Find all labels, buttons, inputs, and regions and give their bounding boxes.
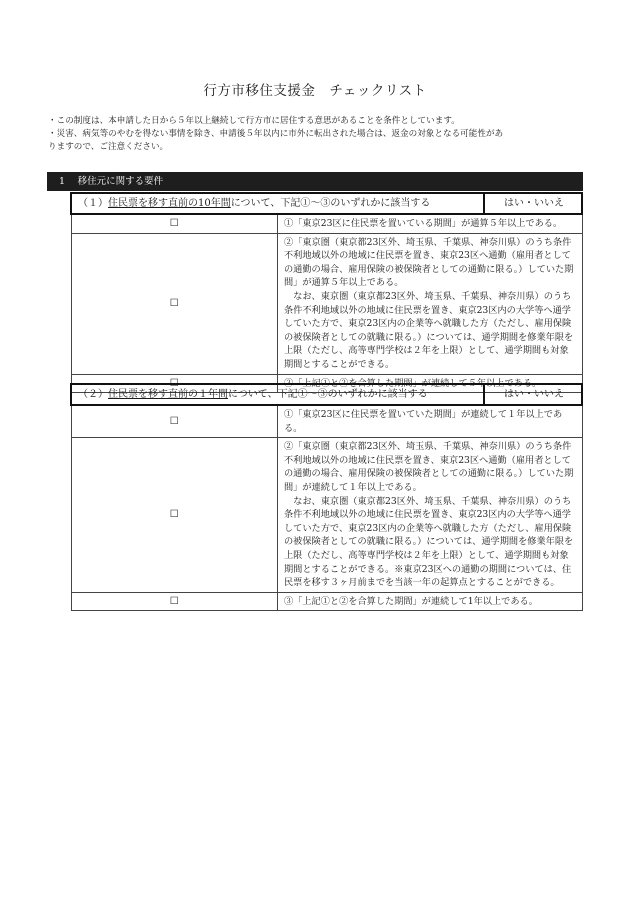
checklist-item (71, 214, 582, 233)
item-text: ③「上記①と②を合算した期間」が連続して1年以上である。 (278, 592, 583, 611)
question-period: 住民票を移す直前の10年間 (108, 198, 231, 209)
answer-yes-no[interactable]: はい・いいえ (484, 384, 582, 405)
question-row (71, 384, 582, 405)
checklist-item (71, 405, 582, 438)
question-row (71, 193, 582, 214)
item-text: ③「上記①と②を合算した期間」が連続して５年以上である。 (278, 374, 583, 393)
checkbox[interactable]: ☐ (71, 233, 278, 374)
checkbox[interactable]: ☐ (71, 438, 278, 593)
checkbox[interactable]: ☐ (71, 374, 278, 393)
notes (48, 115, 578, 154)
question-text: （２）住民票を移す直前の１年間について、下記①〜③のいずれかに該当する (71, 384, 484, 405)
checklist-item (71, 233, 582, 374)
checkbox[interactable]: ☐ (71, 405, 278, 438)
section-number: 1 (59, 176, 66, 187)
checklist-group-2 (70, 383, 583, 611)
item-text: ①「東京23区に住民票を置いていた期間」が連続して１年以上である。 (278, 405, 583, 438)
page-title: 行方市移住支援金 チェックリスト (203, 83, 427, 99)
checklist-item (71, 438, 582, 593)
item-paragraph: ②「東京圏（東京都23区外、埼玉県、千葉県、神奈川県）のうち条件不利地域以外の地域に住民票を置き、東京23区へ通勤（雇用者としての通勤の場合、雇用保険の被保険者としての通勤に限る。）していた期間」が連続して１年以上である。 (284, 441, 574, 493)
section-label: 移住元に関する要件 (77, 176, 164, 187)
section-header (47, 172, 583, 191)
checkbox[interactable]: ☐ (71, 592, 278, 611)
item-text (278, 438, 583, 593)
question-period: 住民票を移す直前の１年間 (108, 389, 228, 400)
question-text: （１）住民票を移す直前の10年間について、下記①〜③のいずれかに該当する (71, 193, 484, 214)
item-paragraph: なお、東京圏（東京都23区外、埼玉県、千葉県、神奈川県）のうち条件不利地域以外の地域に住民票を置き、東京23区内の大学等へ通学していた方で、東京23区内の企業等へ就職した方（ただし、雇用保険の被保険者としての就職に限る。）については、通学期間を修業年限を上限（ただし、高等専門学校は２年を上限）として、通学期間も対象期間とすることができる。※東京23区への通勤の期間については、住民票を移す３ヶ月前までを当該一年の起算点とすることができる。 (284, 495, 574, 589)
item-paragraph: なお、東京圏（東京都23区外、埼玉県、千葉県、神奈川県）のうち条件不利地域以外の地域に住民票を置き、東京23区内の大学等へ通学していた方で、東京23区内の企業等へ就職した方（ただし、雇用保険の被保険者としての就職に限る。）については、通学期間を修業年限を上限（ただし、高等専門学校は２年を上限）として、通学期間も対象期間とすることができる。 (284, 290, 574, 370)
answer-yes-no[interactable]: はい・いいえ (484, 193, 582, 214)
checkbox[interactable]: ☐ (71, 214, 278, 233)
note-line: ・この制度は、本申請した日から５年以上継続して行方市に居住する意思があることを条件としています。 (48, 116, 460, 126)
item-text: ①「東京23区に住民票を置いている期間」が通算５年以上である。 (278, 214, 583, 233)
item-text (278, 233, 583, 374)
checklist-item (71, 592, 582, 611)
note-line: りますので、ご注意ください。 (48, 142, 169, 152)
note-line: ・災害、病気等のやむを得ない事情を除き、申請後５年以内に市外に転出された場合は、返金の対象となる可能性があ (48, 129, 504, 139)
checklist-group-1 (70, 192, 583, 393)
item-paragraph: ②「東京圏（東京都23区外、埼玉県、千葉県、神奈川県）のうち条件不利地域以外の地域に住民票を置き、東京23区へ通勤（雇用者としての通勤の場合、雇用保険の被保険者としての通勤に限る。）していた期間」が通算５年以上である。 (284, 236, 574, 289)
